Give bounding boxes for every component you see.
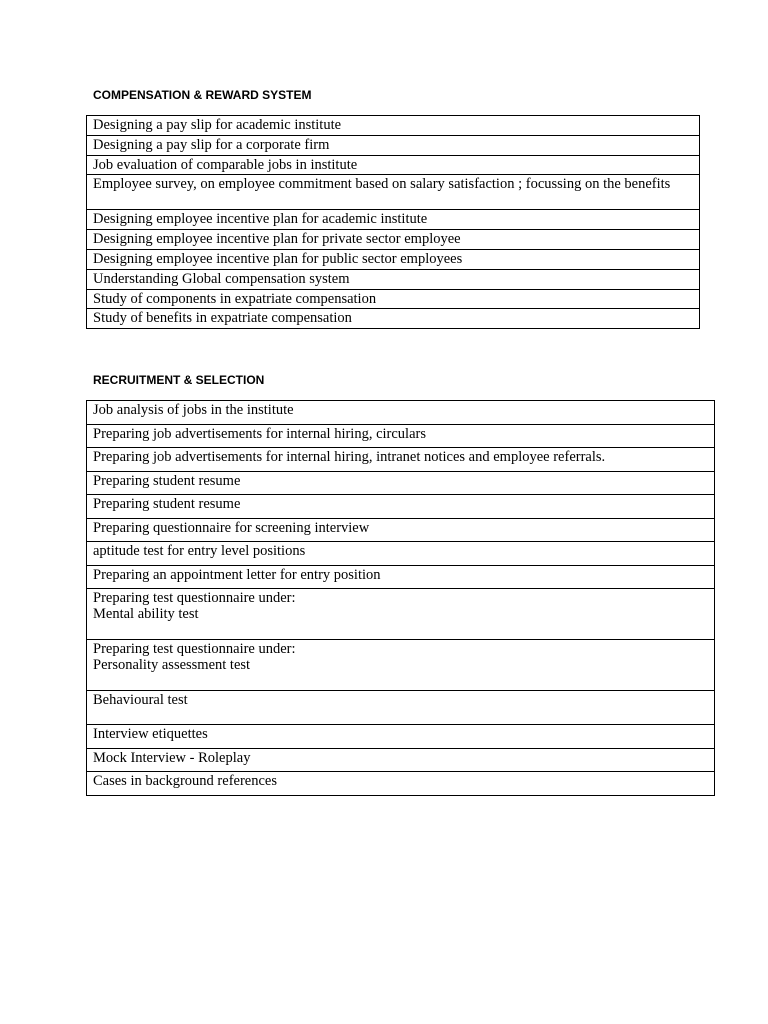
table-row xyxy=(87,772,715,796)
table-row xyxy=(87,210,700,230)
table-cell: Employee survey, on employee commitment based on salary satisfaction ; focussing on the benefits xyxy=(87,175,700,210)
table-row xyxy=(87,725,715,749)
recruitment-table xyxy=(86,400,715,796)
table-row xyxy=(87,589,715,640)
cell-line: Preparing test questionnaire under: xyxy=(93,590,296,606)
table-cell: Designing employee incentive plan for academic institute xyxy=(87,210,700,230)
table-cell: Cases in background references xyxy=(87,772,715,796)
table-cell: Designing a pay slip for academic institute xyxy=(87,116,700,136)
table-row xyxy=(87,424,715,448)
compensation-heading: COMPENSATION & REWARD SYSTEM xyxy=(93,88,312,102)
cell-line: Personality assessment test xyxy=(93,657,251,673)
table-row xyxy=(87,309,700,329)
cell-line: Preparing test questionnaire under: xyxy=(93,641,296,657)
table-cell xyxy=(87,640,715,691)
table-row xyxy=(87,518,715,542)
table-row xyxy=(87,401,715,425)
table-row xyxy=(87,448,715,472)
table-cell xyxy=(87,589,715,640)
table-cell: Preparing job advertisements for internal hiring, intranet notices and employee referrals. xyxy=(87,448,715,472)
table-cell: Preparing job advertisements for internal hiring, circulars xyxy=(87,424,715,448)
table-cell: Preparing student resume xyxy=(87,495,715,519)
table-cell: aptitude test for entry level positions xyxy=(87,542,715,566)
table-row xyxy=(87,269,700,289)
table-cell: Job analysis of jobs in the institute xyxy=(87,401,715,425)
table-cell: Preparing questionnaire for screening interview xyxy=(87,518,715,542)
table-cell: Interview etiquettes xyxy=(87,725,715,749)
table-cell: Mock Interview - Roleplay xyxy=(87,748,715,772)
table-cell: Designing employee incentive plan for public sector employees xyxy=(87,249,700,269)
table-cell: Preparing an appointment letter for entry position xyxy=(87,565,715,589)
table-cell: Study of benefits in expatriate compensation xyxy=(87,309,700,329)
table-row xyxy=(87,249,700,269)
table-row xyxy=(87,155,700,175)
table-cell: Designing employee incentive plan for private sector employee xyxy=(87,230,700,250)
table-row xyxy=(87,175,700,210)
table-row xyxy=(87,116,700,136)
table-row xyxy=(87,542,715,566)
compensation-table xyxy=(86,115,700,329)
table-row xyxy=(87,748,715,772)
table-cell: Behavioural test xyxy=(87,691,715,725)
table-cell: Designing a pay slip for a corporate firm xyxy=(87,135,700,155)
table-row xyxy=(87,565,715,589)
table-row xyxy=(87,495,715,519)
table-cell: Study of components in expatriate compensation xyxy=(87,289,700,309)
table-row xyxy=(87,691,715,725)
recruitment-heading: RECRUITMENT & SELECTION xyxy=(93,373,265,387)
table-row xyxy=(87,640,715,691)
cell-line: Mental ability test xyxy=(93,606,199,622)
table-row xyxy=(87,471,715,495)
table-row xyxy=(87,135,700,155)
table-cell: Job evaluation of comparable jobs in institute xyxy=(87,155,700,175)
table-cell: Preparing student resume xyxy=(87,471,715,495)
table-cell: Understanding Global compensation system xyxy=(87,269,700,289)
table-row xyxy=(87,230,700,250)
table-row xyxy=(87,289,700,309)
